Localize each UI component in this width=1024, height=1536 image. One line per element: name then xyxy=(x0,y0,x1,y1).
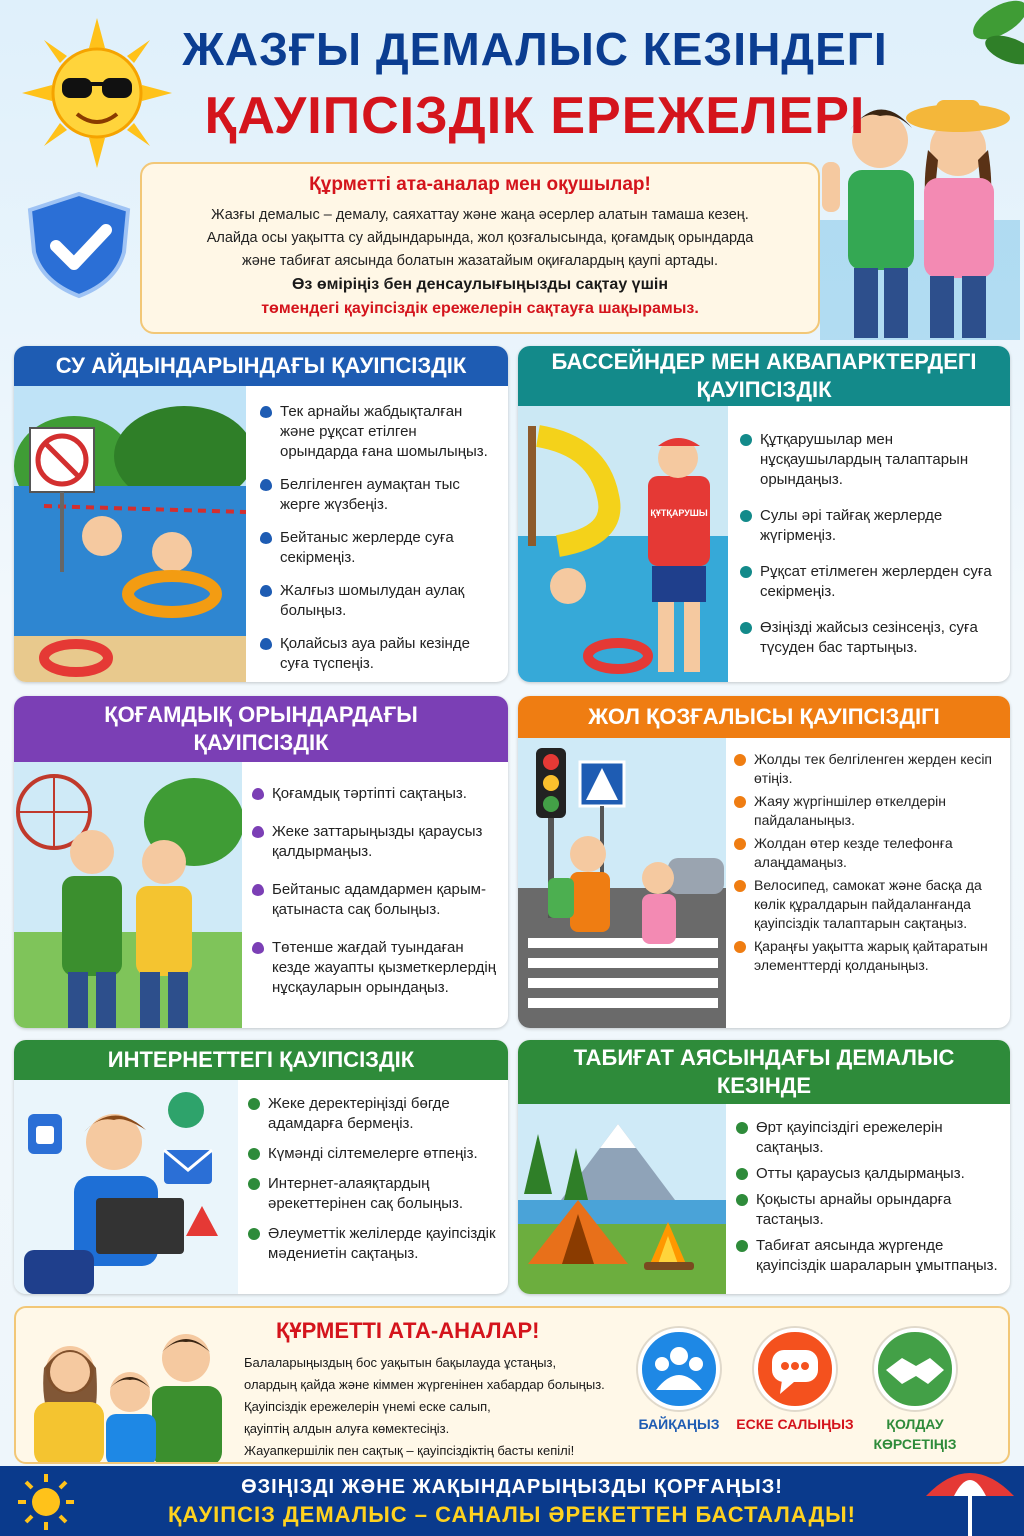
item-text: Рұқсат етілмеген жерлерден суға секірмеңіз. xyxy=(760,563,992,600)
item-text: Өзіңізді жайсыз сезінсеңіз, суға түсуден бас тартыңыз. xyxy=(760,619,978,656)
list-item xyxy=(250,822,500,862)
footer-line-1: ӨЗІҢІЗДІ ЖӘНЕ ЖАҚЫНДАРЫҢЫЗДЫ ҚОРҒАҢЫЗ! xyxy=(241,1476,783,1498)
park-teens-illustration xyxy=(14,762,242,1028)
item-text: Жеке заттарыңызды қараусыз қалдырмаңыз. xyxy=(272,823,483,860)
list-item xyxy=(258,402,498,462)
item-text: Тек арнайы жабдықталған және рұқсат етілген орындарда ғана шомылыңыз. xyxy=(280,403,488,460)
intro-line: Алайда осы уақытта су айдындарында, жол қозғалысында, қоғамдық орындарда xyxy=(206,230,754,246)
intro-line: және табиғат аясында болатын жазатайым оқиғалардың қаупі артады. xyxy=(242,253,718,269)
list-item xyxy=(734,1190,1002,1230)
swimming-kids-illustration xyxy=(14,386,246,682)
title-line-1: ЖАЗҒЫ ДЕМАЛЫС КЕЗІНДЕГІ xyxy=(182,23,888,75)
item-text: Қоқысты арнайы орындарға тастаңыз. xyxy=(756,1191,952,1228)
item-text: Жолды тек белгіленген жерден кесіп өтіңіз. xyxy=(754,751,993,786)
list-item xyxy=(738,562,1000,602)
list-item xyxy=(246,1224,500,1264)
bullet-dot-icon xyxy=(736,1240,748,1252)
water-drop-icon xyxy=(260,585,272,597)
card-title: БАССЕЙНДЕР МЕН АКВАПАРКТЕРДЕГІ ҚАУІПСІЗДІК xyxy=(518,346,1010,406)
item-text: Сулы әрі тайғақ жерлерде жүгірмеңіз. xyxy=(760,507,943,544)
list-item xyxy=(250,880,500,920)
list-item xyxy=(246,1144,500,1164)
parents-box xyxy=(14,1306,1010,1464)
card-title: ҚОҒАМДЫҚ ОРЫНДАРДАҒЫ ҚАУІПСІЗДІК xyxy=(14,696,508,762)
check-circle-icon xyxy=(734,838,746,850)
card-title: ТАБИҒАТ АЯСЫНДАҒЫ ДЕМАЛЫС КЕЗІНДЕ xyxy=(518,1040,1010,1104)
parents-line: Жауапкершілік пен сақтық – қауіпсіздіктің басты кепілі! xyxy=(244,1443,575,1458)
list-item xyxy=(732,876,1002,933)
list-item xyxy=(732,834,1002,872)
list-item xyxy=(250,938,500,998)
item-text: Қараңғы уақытта жарық қайтаратын элементтерді қолданыңыз. xyxy=(754,938,988,973)
list-item xyxy=(738,430,1000,490)
item-text: Қоғамдық тәртіпті сақтаңыз. xyxy=(272,785,467,802)
item-text: Бейтаныс адамдармен қарым-қатынаста сақ болыңыз. xyxy=(272,881,486,918)
bullet-dot-icon xyxy=(740,434,752,446)
item-text: Жолдан өтер кезде телефонға алаңдамаңыз. xyxy=(754,835,953,870)
card-nature-safety xyxy=(518,1040,1010,1294)
footer-banner xyxy=(0,1466,1024,1536)
intro-heading: Құрметті ата-аналар мен оқушылар! xyxy=(309,174,651,195)
purple-drop-icon xyxy=(252,788,264,800)
family-glyph xyxy=(642,1332,716,1406)
list-item xyxy=(732,937,1002,975)
item-text: Табиғат аясында жүргенде қауіпсіздік шараларын ұмытпаңыз. xyxy=(756,1237,998,1274)
item-text: Белгіленген аумақтан тыс жерге жүзбеңіз. xyxy=(280,476,460,513)
card-internet-safety xyxy=(14,1040,508,1294)
water-drop-icon xyxy=(260,406,272,418)
item-text: Велосипед, самокат және басқа да көлік құралдарын пайдаланғанда қауіпсіздік талаптарын сақтаңыз. xyxy=(754,877,982,931)
bullet-dot-icon xyxy=(248,1178,260,1190)
bullet-dot-icon xyxy=(736,1122,748,1134)
rules-list xyxy=(738,430,1000,671)
item-text: Өрт қауіпсіздігі ережелерін сақтаңыз. xyxy=(756,1119,943,1156)
rules-list xyxy=(250,784,500,1011)
rules-list xyxy=(732,750,1002,975)
bullet-dot-icon xyxy=(248,1148,260,1160)
list-item xyxy=(246,1174,500,1214)
action-label: ҚОЛДАУ КӨРСЕТІҢІЗ xyxy=(873,1416,957,1452)
check-circle-icon xyxy=(734,754,746,766)
intro-box xyxy=(140,162,820,334)
purple-drop-icon xyxy=(252,884,264,896)
item-text: Қолайсыз ауа райы кезінде суға түспеңіз. xyxy=(280,635,470,672)
title-line-2: ҚАУІПСІЗДІК ЕРЕЖЕЛЕРІ xyxy=(204,87,866,145)
item-text: Отты қараусыз қалдырмаңыз. xyxy=(756,1165,965,1182)
family-icon xyxy=(638,1328,720,1410)
action-label: БАЙҚАҢЫЗ xyxy=(638,1416,720,1432)
water-drop-icon xyxy=(260,638,272,650)
card-public-safety xyxy=(14,696,508,1028)
card-title: СУ АЙДЫНДАРЫНДАҒЫ ҚАУІПСІЗДІК xyxy=(14,346,508,386)
water-drop-icon xyxy=(260,532,272,544)
bullet-dot-icon xyxy=(740,510,752,522)
parents-line: қауіптің алдын алуға көмектесіңіз. xyxy=(244,1421,450,1436)
list-item xyxy=(738,618,1000,658)
list-item xyxy=(258,528,498,568)
boy-laptop-illustration xyxy=(14,1080,238,1294)
parents-line: Балаларыңыздың бос уақытын бақылауда ұстаңыз, xyxy=(244,1355,557,1370)
campfire-tent-illustration xyxy=(518,1104,726,1294)
bullet-dot-icon xyxy=(736,1168,748,1180)
list-item xyxy=(734,1164,1002,1184)
item-text: Әлеуметтік желілерде қауіпсіздік мәдениетін сақтаңыз. xyxy=(268,1225,496,1262)
list-item xyxy=(258,581,498,621)
list-item xyxy=(734,1118,1002,1158)
list-item xyxy=(250,784,500,804)
list-item xyxy=(246,1094,500,1134)
sun-with-sunglasses-icon xyxy=(22,18,172,168)
check-circle-icon xyxy=(734,880,746,892)
lifeguard-pool-illustration xyxy=(518,406,728,682)
bullet-dot-icon xyxy=(740,566,752,578)
card-pool-safety xyxy=(518,346,1010,682)
parents-line: Қауіпсіздік ережелерін үнемі еске салып, xyxy=(244,1399,491,1414)
crosswalk-kids-illustration xyxy=(518,738,726,1028)
card-title: ИНТЕРНЕТТЕГІ ҚАУІПСІЗДІК xyxy=(14,1040,508,1080)
footer-line-2: ҚАУІПСІЗ ДЕМАЛЫС – САНАЛЫ ӘРЕКЕТТЕН БАСТАЛАДЫ! xyxy=(167,1502,856,1527)
handshake-glyph xyxy=(878,1332,952,1406)
action-label: ЕСКЕ САЛЫҢЫЗ xyxy=(736,1416,854,1432)
item-text: Құтқарушылар мен нұсқаушылардың талаптарын орындаңыз. xyxy=(760,431,969,488)
bullet-dot-icon xyxy=(736,1194,748,1206)
item-text: Күмәнді сілтемелерге өтпеңіз. xyxy=(268,1145,478,1162)
intro-emphasis: Өз өміріңіз бен денсаулығыңызды сақтау үшін xyxy=(291,276,669,293)
item-text: Интернет-алаяқтардың әрекеттерінен сақ болыңыз. xyxy=(268,1175,464,1212)
item-text: Жеке деректеріңізді бөгде адамдарға бермеңіз. xyxy=(268,1095,450,1132)
list-item xyxy=(738,506,1000,546)
purple-drop-icon xyxy=(252,826,264,838)
water-drop-icon xyxy=(260,479,272,491)
list-item xyxy=(258,634,498,674)
item-text: Төтенше жағдай туындаған кезде жауапты қызметкерлердің нұсқауларын орындаңыз. xyxy=(272,939,496,996)
parents-heading: ҚҰРМЕТТІ АТА-АНАЛАР! xyxy=(276,1318,540,1343)
card-road-safety xyxy=(518,696,1010,1028)
card-title: ЖОЛ ҚОЗҒАЛЫСЫ ҚАУІПСІЗДІГІ xyxy=(518,696,1010,738)
bullet-dot-icon xyxy=(248,1098,260,1110)
rules-list xyxy=(734,1118,1002,1289)
list-item xyxy=(732,792,1002,830)
chat-glyph xyxy=(758,1332,832,1406)
item-text: Жаяу жүргіншілер өткелдерін пайдаланыңыз. xyxy=(754,793,946,828)
lifeguard-shirt-label: ҚҰТҚАРУШЫ xyxy=(650,508,708,518)
list-item xyxy=(732,750,1002,788)
bullet-dot-icon xyxy=(248,1228,260,1240)
check-circle-icon xyxy=(734,941,746,953)
check-circle-icon xyxy=(734,796,746,808)
parents-line: олардың қайда және кіммен жүргенінен хабардар болыңыз. xyxy=(244,1377,605,1392)
intro-call: төмендегі қауіпсіздік ережелерін сақтауға шақырамыз. xyxy=(261,300,699,317)
chat-icon xyxy=(754,1328,836,1410)
parents-text xyxy=(244,1352,644,1462)
handshake-icon xyxy=(874,1328,956,1410)
item-text: Бейтаныс жерлерде суға секірмеңіз. xyxy=(280,529,454,566)
shield-check-icon xyxy=(20,190,138,300)
list-item xyxy=(258,475,498,515)
item-text: Жалғыз шомылудан аулақ болыңыз. xyxy=(280,582,465,619)
leaves-decoration xyxy=(950,0,1024,90)
purple-drop-icon xyxy=(252,942,264,954)
rules-list xyxy=(258,402,498,682)
card-water-safety xyxy=(14,346,508,682)
bullet-dot-icon xyxy=(740,622,752,634)
list-item xyxy=(734,1236,1002,1276)
intro-line: Жазғы демалыс – демалу, саяхаттау және жаңа әсерлер алатын тамаша кезең. xyxy=(211,207,749,223)
rules-list xyxy=(246,1094,500,1277)
family-illustration xyxy=(16,1308,242,1464)
